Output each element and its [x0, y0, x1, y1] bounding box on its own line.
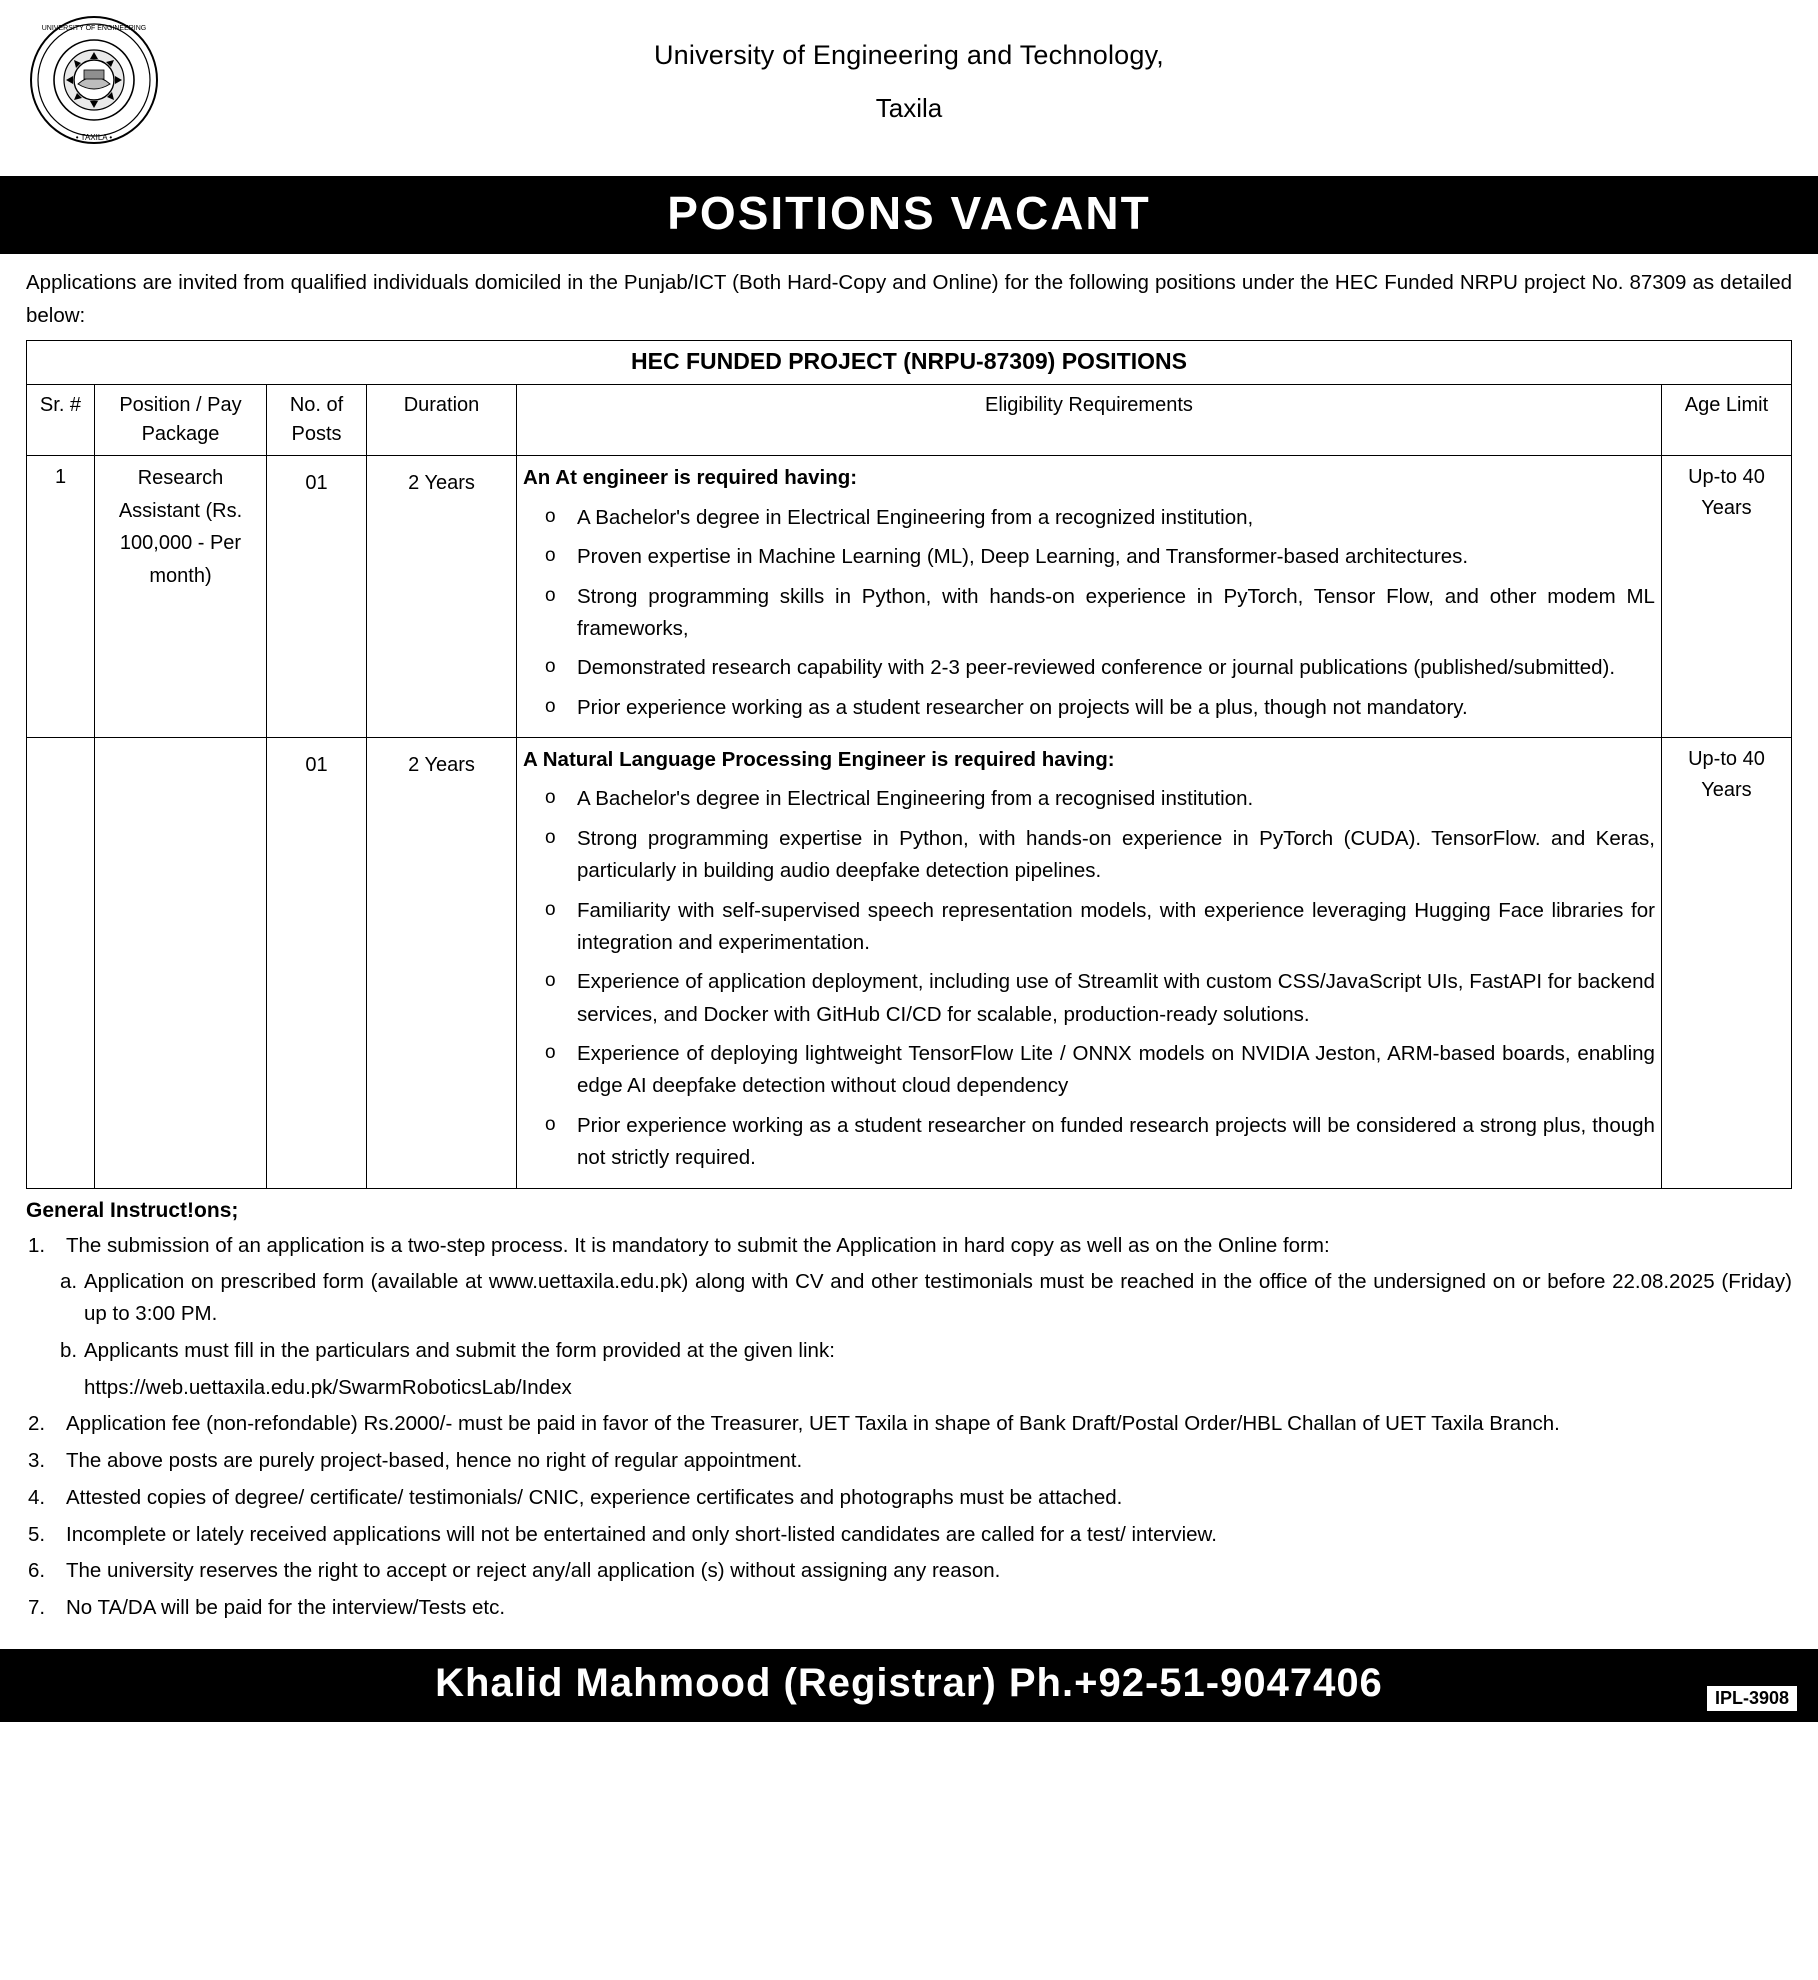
general-instructions-list	[0, 1230, 1818, 1635]
row-age: Up-to 40 Years	[1661, 456, 1791, 738]
university-city: Taxila	[875, 93, 943, 123]
positions-table-wrapper	[0, 340, 1818, 1188]
svg-text:UNIVERSITY OF ENGINEERING: UNIVERSITY OF ENGINEERING	[41, 25, 147, 32]
registrar-contact: Khalid Mahmood (Registrar) Ph.+92-51-9047406	[435, 1660, 1383, 1705]
instruction-item: 1. The submission of an application is a two-step process. It is mandatory to submit the Application in hard copy as well as on the Online form:	[26, 1230, 1792, 1262]
instruction-number: 2.	[28, 1412, 46, 1436]
positions-vacant-banner: POSITIONS VACANT	[0, 176, 1818, 254]
instruction-item: 6. The university reserves the right to accept or reject any/all application (s) without assigning any reason.	[26, 1555, 1792, 1587]
table-row	[27, 738, 1792, 1189]
row-sr	[27, 738, 95, 1189]
row-position: Research Assistant (Rs. 100,000 - Per month)	[95, 456, 267, 738]
instruction-number: 6.	[28, 1559, 46, 1583]
row-position	[95, 738, 267, 1189]
application-link[interactable]: https://web.uettaxila.edu.pk/SwarmRoboticsLab/Index	[84, 1375, 572, 1399]
instruction-sub-item: b. Applicants must fill in the particulars and submit the form provided at the given link:	[26, 1335, 1792, 1367]
table-header-row	[27, 385, 1792, 456]
instruction-sub-number: b.	[60, 1338, 78, 1362]
eligibility-bullet: o Prior experience working as a student researcher on projects will be a plus, though not mandatory.	[523, 692, 1655, 724]
instruction-number: 5.	[28, 1522, 46, 1546]
table-title-row	[27, 341, 1792, 385]
intro-paragraph: Applications are invited from qualified individuals domiciled in the Punjab/ICT (Both Hard-Copy and Online) for the following positions under the HEC Funded NRPU project No. 87309 as detailed below:	[26, 271, 1792, 328]
instruction-item: 2. Application fee (non-refondable) Rs.2000/- must be paid in favor of the Treasurer, UET Taxila in shape of Bank Draft/Postal Order/HBL Challan of UET Taxila Branch.	[26, 1408, 1792, 1440]
eligibility-list	[523, 502, 1655, 724]
instruction-item: 3. The above posts are purely project-based, hence no right of regular appointment.	[26, 1445, 1792, 1477]
svg-text:• TAXILA •: • TAXILA •	[75, 133, 113, 142]
row-duration: 2 Years	[367, 738, 517, 1189]
document-footer	[0, 1649, 1818, 1722]
university-logo-icon	[28, 14, 160, 146]
eligibility-bullet: o A Bachelor's degree in Electrical Engineering from a recognised institution.	[523, 783, 1655, 815]
row-posts: 01	[267, 456, 367, 738]
table-title: HEC FUNDED PROJECT (NRPU-87309) POSITIONS	[27, 341, 1792, 385]
eligibility-bullet: o Familiarity with self-supervised speech representation models, with experience leveraging Hugging Face libraries for integration and experimentation.	[523, 895, 1655, 960]
eligibility-bullet: o Proven expertise in Machine Learning (ML), Deep Learning, and Transformer-based architectures.	[523, 541, 1655, 573]
document-header	[0, 0, 1818, 168]
eligibility-bullet: o Experience of deploying lightweight TensorFlow Lite / ONNX models on NVIDIA Jeston, ARM-based boards, enabling edge AI deepfake detection without cloud dependency	[523, 1038, 1655, 1103]
instruction-number: 1.	[28, 1233, 46, 1257]
ipl-reference: IPL-3908	[1706, 1685, 1798, 1712]
instruction-number: 4.	[28, 1485, 46, 1509]
university-name: University of Engineering and Technology,	[653, 40, 1164, 70]
eligibility-bullet: o Experience of application deployment, including use of Streamlit with custom CSS/JavaScript UIs, FastAPI for backend services, and Docker with GitHub CI/CD for scalable, production-ready solutions.	[523, 966, 1655, 1031]
header-position: Position / Pay Package	[95, 385, 267, 456]
instruction-number: 7.	[28, 1596, 46, 1620]
eligibility-bullet: o A Bachelor's degree in Electrical Engineering from a recognized institution,	[523, 502, 1655, 534]
row-duration: 2 Years	[367, 456, 517, 738]
eligibility-bullet: o Demonstrated research capability with 2-3 peer-reviewed conference or journal publications (published/submitted).	[523, 652, 1655, 684]
eligibility-bullet: o Prior experience working as a student researcher on funded research projects will be considered a strong plus, though not strictly required.	[523, 1110, 1655, 1175]
instruction-item: 7. No TA/DA will be paid for the interview/Tests etc.	[26, 1592, 1792, 1624]
general-instructions-heading: General Instruct!ons;	[26, 1198, 239, 1222]
positions-table	[26, 340, 1792, 1188]
row-eligibility	[517, 738, 1662, 1189]
row-sr: 1	[27, 456, 95, 738]
instruction-sub-number: a.	[60, 1270, 78, 1294]
table-row	[27, 456, 1792, 738]
eligibility-bullet: o Strong programming skills in Python, with hands-on experience in PyTorch, Tensor Flow, and other modem ML frameworks,	[523, 581, 1655, 646]
instruction-item: 5. Incomplete or lately received applications will not be entertained and only short-listed candidates are called for a test/ interview.	[26, 1519, 1792, 1551]
eligibility-bullet: o Strong programming expertise in Python, with hands-on experience in PyTorch (CUDA). TensorFlow. and Keras, particularly in building audio deepfake detection pipelines.	[523, 823, 1655, 888]
row-posts: 01	[267, 738, 367, 1189]
eligibility-list	[523, 783, 1655, 1174]
eligibility-title: An At engineer is required having:	[523, 466, 858, 490]
row-eligibility	[517, 456, 1662, 738]
header-posts: No. of Posts	[267, 385, 367, 456]
eligibility-title: A Natural Language Processing Engineer is required having:	[523, 748, 1115, 772]
header-sr: Sr. #	[27, 385, 95, 456]
row-age: Up-to 40 Years	[1661, 738, 1791, 1189]
instruction-number: 3.	[28, 1449, 46, 1473]
header-duration: Duration	[367, 385, 517, 456]
instruction-sub-item: a. Application on prescribed form (available at www.uettaxila.edu.pk) along with CV and other testimonials must be reached in the office of the undersigned on or before 22.08.2025 (Friday) up to 3:00 PM.	[26, 1266, 1792, 1330]
instruction-item: 4. Attested copies of degree/ certificate/ testimonials/ CNIC, experience certificates and photographs must be attached.	[26, 1482, 1792, 1514]
header-age: Age Limit	[1661, 385, 1791, 456]
header-eligibility: Eligibility Requirements	[517, 385, 1662, 456]
